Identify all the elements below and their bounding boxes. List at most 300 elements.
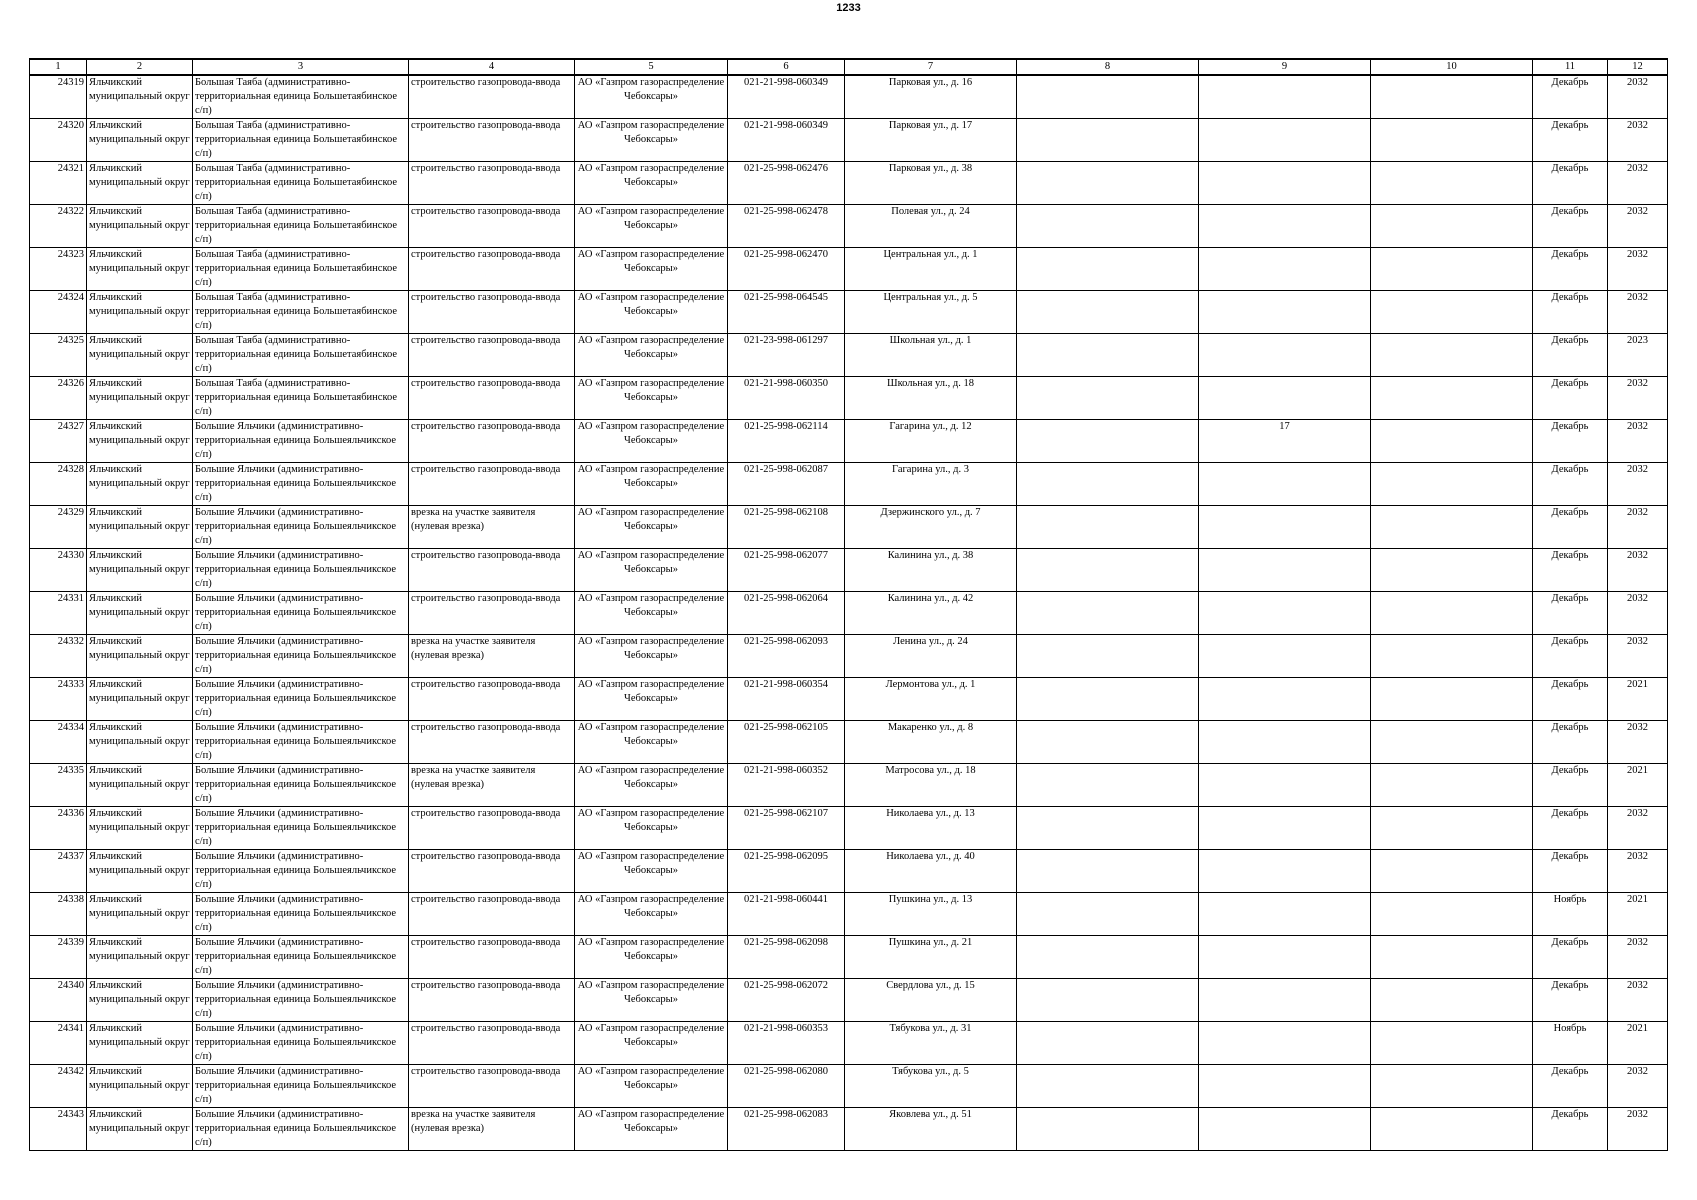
- locality-cell: Большие Яльчики (административно-территориальная единица Большеяльчикское с/п): [193, 506, 409, 549]
- row-number: 24322: [30, 205, 87, 248]
- work-type-cell: строительство газопровода-ввода: [409, 549, 575, 592]
- code-cell: 021-23-998-061297: [728, 334, 845, 377]
- code-cell: 021-21-998-060352: [728, 764, 845, 807]
- column-10-cell: [1371, 420, 1533, 463]
- column-9-cell: [1199, 1108, 1371, 1151]
- work-type-cell: строительство газопровода-ввода: [409, 420, 575, 463]
- table-row: [30, 75, 1668, 119]
- district-cell: Яльчикский муниципальный округ: [87, 420, 193, 463]
- column-10-cell: [1371, 979, 1533, 1022]
- column-8-cell: [1017, 893, 1199, 936]
- table-row: [30, 936, 1668, 979]
- column-8-cell: [1017, 1022, 1199, 1065]
- code-cell: 021-25-998-062478: [728, 205, 845, 248]
- organization-cell: АО «Газпром газораспределение Чебоксары»: [575, 205, 728, 248]
- column-10-cell: [1371, 893, 1533, 936]
- month-cell: Декабрь: [1533, 1065, 1608, 1108]
- district-cell: Яльчикский муниципальный округ: [87, 807, 193, 850]
- table-row: [30, 248, 1668, 291]
- code-cell: 021-25-998-062476: [728, 162, 845, 205]
- table-row: [30, 721, 1668, 764]
- work-type-cell: строительство газопровода-ввода: [409, 1065, 575, 1108]
- code-cell: 021-25-998-062083: [728, 1108, 845, 1151]
- code-cell: 021-25-998-062077: [728, 549, 845, 592]
- column-9-cell: [1199, 205, 1371, 248]
- column-8-cell: [1017, 420, 1199, 463]
- year-cell: 2021: [1608, 678, 1668, 721]
- column-8-cell: [1017, 549, 1199, 592]
- column-9-cell: [1199, 334, 1371, 377]
- table-row: [30, 119, 1668, 162]
- column-10-cell: [1371, 75, 1533, 119]
- column-8-cell: [1017, 936, 1199, 979]
- column-8-cell: [1017, 248, 1199, 291]
- table-row: [30, 850, 1668, 893]
- address-cell: Макаренко ул., д. 8: [845, 721, 1017, 764]
- locality-cell: Большие Яльчики (административно-территориальная единица Большеяльчикское с/п): [193, 635, 409, 678]
- month-cell: Декабрь: [1533, 678, 1608, 721]
- month-cell: Декабрь: [1533, 850, 1608, 893]
- row-number: 24334: [30, 721, 87, 764]
- column-8-cell: [1017, 850, 1199, 893]
- address-cell: Николаева ул., д. 13: [845, 807, 1017, 850]
- code-cell: 021-25-998-062107: [728, 807, 845, 850]
- district-cell: Яльчикский муниципальный округ: [87, 463, 193, 506]
- row-number: 24328: [30, 463, 87, 506]
- column-9-cell: [1199, 850, 1371, 893]
- organization-cell: АО «Газпром газораспределение Чебоксары»: [575, 377, 728, 420]
- row-number: 24339: [30, 936, 87, 979]
- column-8-cell: [1017, 1065, 1199, 1108]
- month-cell: Декабрь: [1533, 592, 1608, 635]
- locality-cell: Большие Яльчики (административно-территориальная единица Большеяльчикское с/п): [193, 893, 409, 936]
- row-number: 24326: [30, 377, 87, 420]
- address-cell: Калинина ул., д. 38: [845, 549, 1017, 592]
- code-cell: 021-21-998-060349: [728, 119, 845, 162]
- column-10-cell: [1371, 1065, 1533, 1108]
- year-cell: 2032: [1608, 549, 1668, 592]
- address-cell: Парковая ул., д. 16: [845, 75, 1017, 119]
- organization-cell: АО «Газпром газораспределение Чебоксары»: [575, 1022, 728, 1065]
- column-10-cell: [1371, 334, 1533, 377]
- page-number: 1233: [836, 2, 861, 14]
- work-type-cell: строительство газопровода-ввода: [409, 850, 575, 893]
- column-9-cell: [1199, 1022, 1371, 1065]
- year-cell: 2032: [1608, 463, 1668, 506]
- year-cell: 2032: [1608, 248, 1668, 291]
- address-cell: Ленина ул., д. 24: [845, 635, 1017, 678]
- month-cell: Декабрь: [1533, 119, 1608, 162]
- header-row: [30, 59, 1668, 75]
- locality-cell: Большая Таяба (административно-территориальная единица Большетаябинское с/п): [193, 248, 409, 291]
- column-10-cell: [1371, 377, 1533, 420]
- organization-cell: АО «Газпром газораспределение Чебоксары»: [575, 549, 728, 592]
- month-cell: Декабрь: [1533, 1108, 1608, 1151]
- district-cell: Яльчикский муниципальный округ: [87, 75, 193, 119]
- column-8-cell: [1017, 1108, 1199, 1151]
- work-type-cell: строительство газопровода-ввода: [409, 205, 575, 248]
- district-cell: Яльчикский муниципальный округ: [87, 377, 193, 420]
- table-row: [30, 1022, 1668, 1065]
- column-header-7: 7: [845, 59, 1017, 75]
- code-cell: 021-21-998-060349: [728, 75, 845, 119]
- district-cell: Яльчикский муниципальный округ: [87, 248, 193, 291]
- column-header-3: 3: [193, 59, 409, 75]
- gasification-table: [29, 58, 1668, 1151]
- locality-cell: Большая Таяба (административно-территориальная единица Большетаябинское с/п): [193, 205, 409, 248]
- column-10-cell: [1371, 1022, 1533, 1065]
- table-row: [30, 420, 1668, 463]
- column-header-8: 8: [1017, 59, 1199, 75]
- organization-cell: АО «Газпром газораспределение Чебоксары»: [575, 807, 728, 850]
- code-cell: 021-21-998-060354: [728, 678, 845, 721]
- row-number: 24325: [30, 334, 87, 377]
- organization-cell: АО «Газпром газораспределение Чебоксары»: [575, 248, 728, 291]
- organization-cell: АО «Газпром газораспределение Чебоксары»: [575, 764, 728, 807]
- row-number: 24319: [30, 75, 87, 119]
- column-header-4: 4: [409, 59, 575, 75]
- locality-cell: Большие Яльчики (административно-территориальная единица Большеяльчикское с/п): [193, 850, 409, 893]
- code-cell: 021-25-998-062072: [728, 979, 845, 1022]
- work-type-cell: врезка на участке заявителя (нулевая врезка): [409, 506, 575, 549]
- locality-cell: Большая Таяба (административно-территориальная единица Большетаябинское с/п): [193, 162, 409, 205]
- column-header-10: 10: [1371, 59, 1533, 75]
- organization-cell: АО «Газпром газораспределение Чебоксары»: [575, 1065, 728, 1108]
- address-cell: Центральная ул., д. 5: [845, 291, 1017, 334]
- organization-cell: АО «Газпром газораспределение Чебоксары»: [575, 635, 728, 678]
- address-cell: Яковлева ул., д. 51: [845, 1108, 1017, 1151]
- locality-cell: Большие Яльчики (административно-территориальная единица Большеяльчикское с/п): [193, 420, 409, 463]
- column-9-cell: [1199, 764, 1371, 807]
- column-8-cell: [1017, 75, 1199, 119]
- month-cell: Декабрь: [1533, 936, 1608, 979]
- month-cell: Декабрь: [1533, 248, 1608, 291]
- table-row: [30, 893, 1668, 936]
- column-9-cell: [1199, 721, 1371, 764]
- work-type-cell: строительство газопровода-ввода: [409, 936, 575, 979]
- district-cell: Яльчикский муниципальный округ: [87, 119, 193, 162]
- column-10-cell: [1371, 162, 1533, 205]
- work-type-cell: строительство газопровода-ввода: [409, 248, 575, 291]
- code-cell: 021-25-998-062093: [728, 635, 845, 678]
- column-8-cell: [1017, 205, 1199, 248]
- column-header-11: 11: [1533, 59, 1608, 75]
- year-cell: 2032: [1608, 635, 1668, 678]
- address-cell: Гагарина ул., д. 12: [845, 420, 1017, 463]
- locality-cell: Большие Яльчики (административно-территориальная единица Большеяльчикское с/п): [193, 936, 409, 979]
- locality-cell: Большая Таяба (административно-территориальная единица Большетаябинское с/п): [193, 334, 409, 377]
- column-header-5: 5: [575, 59, 728, 75]
- address-cell: Пушкина ул., д. 13: [845, 893, 1017, 936]
- address-cell: Центральная ул., д. 1: [845, 248, 1017, 291]
- code-cell: 021-25-998-062098: [728, 936, 845, 979]
- column-8-cell: [1017, 807, 1199, 850]
- locality-cell: Большие Яльчики (административно-территориальная единица Большеяльчикское с/п): [193, 721, 409, 764]
- locality-cell: Большая Таяба (административно-территориальная единица Большетаябинское с/п): [193, 119, 409, 162]
- month-cell: Декабрь: [1533, 291, 1608, 334]
- year-cell: 2032: [1608, 75, 1668, 119]
- month-cell: Декабрь: [1533, 377, 1608, 420]
- row-number: 24320: [30, 119, 87, 162]
- column-8-cell: [1017, 678, 1199, 721]
- column-10-cell: [1371, 248, 1533, 291]
- organization-cell: АО «Газпром газораспределение Чебоксары»: [575, 420, 728, 463]
- month-cell: Декабрь: [1533, 420, 1608, 463]
- month-cell: Декабрь: [1533, 807, 1608, 850]
- column-8-cell: [1017, 377, 1199, 420]
- column-10-cell: [1371, 850, 1533, 893]
- year-cell: 2032: [1608, 721, 1668, 764]
- column-10-cell: [1371, 549, 1533, 592]
- address-cell: Гагарина ул., д. 3: [845, 463, 1017, 506]
- work-type-cell: строительство газопровода-ввода: [409, 979, 575, 1022]
- code-cell: 021-25-998-062087: [728, 463, 845, 506]
- column-9-cell: [1199, 162, 1371, 205]
- table-row: [30, 549, 1668, 592]
- column-10-cell: [1371, 678, 1533, 721]
- work-type-cell: врезка на участке заявителя (нулевая врезка): [409, 1108, 575, 1151]
- month-cell: Декабрь: [1533, 979, 1608, 1022]
- locality-cell: Большая Таяба (административно-территориальная единица Большетаябинское с/п): [193, 377, 409, 420]
- column-9-cell: [1199, 119, 1371, 162]
- district-cell: Яльчикский муниципальный округ: [87, 291, 193, 334]
- year-cell: 2032: [1608, 119, 1668, 162]
- organization-cell: АО «Газпром газораспределение Чебоксары»: [575, 721, 728, 764]
- code-cell: 021-25-998-062108: [728, 506, 845, 549]
- address-cell: Матросова ул., д. 18: [845, 764, 1017, 807]
- row-number: 24331: [30, 592, 87, 635]
- work-type-cell: строительство газопровода-ввода: [409, 162, 575, 205]
- table-row: [30, 807, 1668, 850]
- address-cell: Парковая ул., д. 17: [845, 119, 1017, 162]
- column-10-cell: [1371, 506, 1533, 549]
- column-9-cell: [1199, 678, 1371, 721]
- locality-cell: Большие Яльчики (административно-территориальная единица Большеяльчикское с/п): [193, 549, 409, 592]
- month-cell: Декабрь: [1533, 75, 1608, 119]
- column-10-cell: [1371, 721, 1533, 764]
- organization-cell: АО «Газпром газораспределение Чебоксары»: [575, 893, 728, 936]
- column-header-1: 1: [30, 59, 87, 75]
- year-cell: 2023: [1608, 334, 1668, 377]
- code-cell: 021-25-998-062105: [728, 721, 845, 764]
- code-cell: 021-21-998-060441: [728, 893, 845, 936]
- month-cell: Декабрь: [1533, 635, 1608, 678]
- organization-cell: АО «Газпром газораспределение Чебоксары»: [575, 119, 728, 162]
- district-cell: Яльчикский муниципальный округ: [87, 506, 193, 549]
- table-row: [30, 1108, 1668, 1151]
- year-cell: 2032: [1608, 936, 1668, 979]
- locality-cell: Большие Яльчики (административно-территориальная единица Большеяльчикское с/п): [193, 979, 409, 1022]
- column-9-cell: [1199, 893, 1371, 936]
- column-9-cell: [1199, 248, 1371, 291]
- year-cell: 2032: [1608, 850, 1668, 893]
- year-cell: 2032: [1608, 592, 1668, 635]
- column-9-cell: [1199, 1065, 1371, 1108]
- district-cell: Яльчикский муниципальный округ: [87, 678, 193, 721]
- locality-cell: Большие Яльчики (административно-территориальная единица Большеяльчикское с/п): [193, 1022, 409, 1065]
- table-row: [30, 205, 1668, 248]
- locality-cell: Большие Яльчики (административно-территориальная единица Большеяльчикское с/п): [193, 678, 409, 721]
- work-type-cell: строительство газопровода-ввода: [409, 592, 575, 635]
- district-cell: Яльчикский муниципальный округ: [87, 549, 193, 592]
- organization-cell: АО «Газпром газораспределение Чебоксары»: [575, 291, 728, 334]
- table-row: [30, 463, 1668, 506]
- month-cell: Декабрь: [1533, 721, 1608, 764]
- column-9-cell: [1199, 506, 1371, 549]
- column-9-cell: [1199, 549, 1371, 592]
- column-10-cell: [1371, 205, 1533, 248]
- locality-cell: Большие Яльчики (административно-территориальная единица Большеяльчикское с/п): [193, 592, 409, 635]
- district-cell: Яльчикский муниципальный округ: [87, 205, 193, 248]
- organization-cell: АО «Газпром газораспределение Чебоксары»: [575, 979, 728, 1022]
- year-cell: 2032: [1608, 377, 1668, 420]
- row-number: 24323: [30, 248, 87, 291]
- year-cell: 2032: [1608, 807, 1668, 850]
- address-cell: Тябукова ул., д. 31: [845, 1022, 1017, 1065]
- row-number: 24340: [30, 979, 87, 1022]
- work-type-cell: строительство газопровода-ввода: [409, 75, 575, 119]
- column-8-cell: [1017, 592, 1199, 635]
- district-cell: Яльчикский муниципальный округ: [87, 592, 193, 635]
- column-10-cell: [1371, 936, 1533, 979]
- address-cell: Николаева ул., д. 40: [845, 850, 1017, 893]
- organization-cell: АО «Газпром газораспределение Чебоксары»: [575, 678, 728, 721]
- code-cell: 021-25-998-062064: [728, 592, 845, 635]
- district-cell: Яльчикский муниципальный округ: [87, 162, 193, 205]
- row-number: 24321: [30, 162, 87, 205]
- district-cell: Яльчикский муниципальный округ: [87, 1108, 193, 1151]
- work-type-cell: строительство газопровода-ввода: [409, 678, 575, 721]
- column-9-cell: [1199, 377, 1371, 420]
- address-cell: Дзержинского ул., д. 7: [845, 506, 1017, 549]
- row-number: 24329: [30, 506, 87, 549]
- organization-cell: АО «Газпром газораспределение Чебоксары»: [575, 936, 728, 979]
- year-cell: 2032: [1608, 979, 1668, 1022]
- column-8-cell: [1017, 291, 1199, 334]
- table-row: [30, 162, 1668, 205]
- work-type-cell: строительство газопровода-ввода: [409, 377, 575, 420]
- organization-cell: АО «Газпром газораспределение Чебоксары»: [575, 463, 728, 506]
- column-8-cell: [1017, 979, 1199, 1022]
- row-number: 24330: [30, 549, 87, 592]
- address-cell: Тябукова ул., д. 5: [845, 1065, 1017, 1108]
- district-cell: Яльчикский муниципальный округ: [87, 1022, 193, 1065]
- address-cell: Школьная ул., д. 18: [845, 377, 1017, 420]
- month-cell: Ноябрь: [1533, 893, 1608, 936]
- organization-cell: АО «Газпром газораспределение Чебоксары»: [575, 850, 728, 893]
- organization-cell: АО «Газпром газораспределение Чебоксары»: [575, 162, 728, 205]
- month-cell: Декабрь: [1533, 334, 1608, 377]
- work-type-cell: врезка на участке заявителя (нулевая врезка): [409, 635, 575, 678]
- table-row: [30, 1065, 1668, 1108]
- work-type-cell: строительство газопровода-ввода: [409, 807, 575, 850]
- month-cell: Декабрь: [1533, 549, 1608, 592]
- month-cell: Декабрь: [1533, 506, 1608, 549]
- column-8-cell: [1017, 162, 1199, 205]
- month-cell: Декабрь: [1533, 764, 1608, 807]
- row-number: 24332: [30, 635, 87, 678]
- table-row: [30, 764, 1668, 807]
- year-cell: 2032: [1608, 291, 1668, 334]
- locality-cell: Большие Яльчики (административно-территориальная единица Большеяльчикское с/п): [193, 463, 409, 506]
- work-type-cell: строительство газопровода-ввода: [409, 1022, 575, 1065]
- table-row: [30, 291, 1668, 334]
- locality-cell: Большие Яльчики (административно-территориальная единица Большеяльчикское с/п): [193, 1108, 409, 1151]
- address-cell: Лермонтова ул., д. 1: [845, 678, 1017, 721]
- locality-cell: Большие Яльчики (административно-территориальная единица Большеяльчикское с/п): [193, 1065, 409, 1108]
- year-cell: 2032: [1608, 162, 1668, 205]
- month-cell: Декабрь: [1533, 205, 1608, 248]
- address-cell: Школьная ул., д. 1: [845, 334, 1017, 377]
- column-9-cell: [1199, 592, 1371, 635]
- column-8-cell: [1017, 119, 1199, 162]
- row-number: 24338: [30, 893, 87, 936]
- column-8-cell: [1017, 334, 1199, 377]
- column-10-cell: [1371, 635, 1533, 678]
- column-9-cell: [1199, 291, 1371, 334]
- year-cell: 2021: [1608, 764, 1668, 807]
- work-type-cell: строительство газопровода-ввода: [409, 334, 575, 377]
- district-cell: Яльчикский муниципальный округ: [87, 893, 193, 936]
- locality-cell: Большая Таяба (административно-территориальная единица Большетаябинское с/п): [193, 75, 409, 119]
- district-cell: Яльчикский муниципальный округ: [87, 764, 193, 807]
- table-row: [30, 334, 1668, 377]
- table-row: [30, 592, 1668, 635]
- address-cell: Полевая ул., д. 24: [845, 205, 1017, 248]
- table-row: [30, 979, 1668, 1022]
- column-header-12: 12: [1608, 59, 1668, 75]
- locality-cell: Большие Яльчики (административно-территориальная единица Большеяльчикское с/п): [193, 807, 409, 850]
- code-cell: 021-21-998-060353: [728, 1022, 845, 1065]
- district-cell: Яльчикский муниципальный округ: [87, 936, 193, 979]
- row-number: 24342: [30, 1065, 87, 1108]
- column-8-cell: [1017, 721, 1199, 764]
- district-cell: Яльчикский муниципальный округ: [87, 721, 193, 764]
- column-9-cell: [1199, 635, 1371, 678]
- column-10-cell: [1371, 1108, 1533, 1151]
- table-row: [30, 635, 1668, 678]
- column-8-cell: [1017, 764, 1199, 807]
- work-type-cell: строительство газопровода-ввода: [409, 119, 575, 162]
- column-10-cell: [1371, 807, 1533, 850]
- year-cell: 2021: [1608, 893, 1668, 936]
- column-9-cell: [1199, 936, 1371, 979]
- year-cell: 2032: [1608, 506, 1668, 549]
- work-type-cell: врезка на участке заявителя (нулевая врезка): [409, 764, 575, 807]
- table-row: [30, 506, 1668, 549]
- column-8-cell: [1017, 635, 1199, 678]
- address-cell: Свердлова ул., д. 15: [845, 979, 1017, 1022]
- code-cell: 021-21-998-060350: [728, 377, 845, 420]
- year-cell: 2021: [1608, 1022, 1668, 1065]
- work-type-cell: строительство газопровода-ввода: [409, 893, 575, 936]
- code-cell: 021-25-998-062080: [728, 1065, 845, 1108]
- column-10-cell: [1371, 463, 1533, 506]
- organization-cell: АО «Газпром газораспределение Чебоксары»: [575, 592, 728, 635]
- district-cell: Яльчикский муниципальный округ: [87, 334, 193, 377]
- column-9-cell: [1199, 807, 1371, 850]
- month-cell: Ноябрь: [1533, 1022, 1608, 1065]
- column-10-cell: [1371, 119, 1533, 162]
- row-number: 24341: [30, 1022, 87, 1065]
- column-header-2: 2: [87, 59, 193, 75]
- column-10-cell: [1371, 291, 1533, 334]
- organization-cell: АО «Газпром газораспределение Чебоксары»: [575, 1108, 728, 1151]
- year-cell: 2032: [1608, 420, 1668, 463]
- column-10-cell: [1371, 592, 1533, 635]
- row-number: 24336: [30, 807, 87, 850]
- row-number: 24343: [30, 1108, 87, 1151]
